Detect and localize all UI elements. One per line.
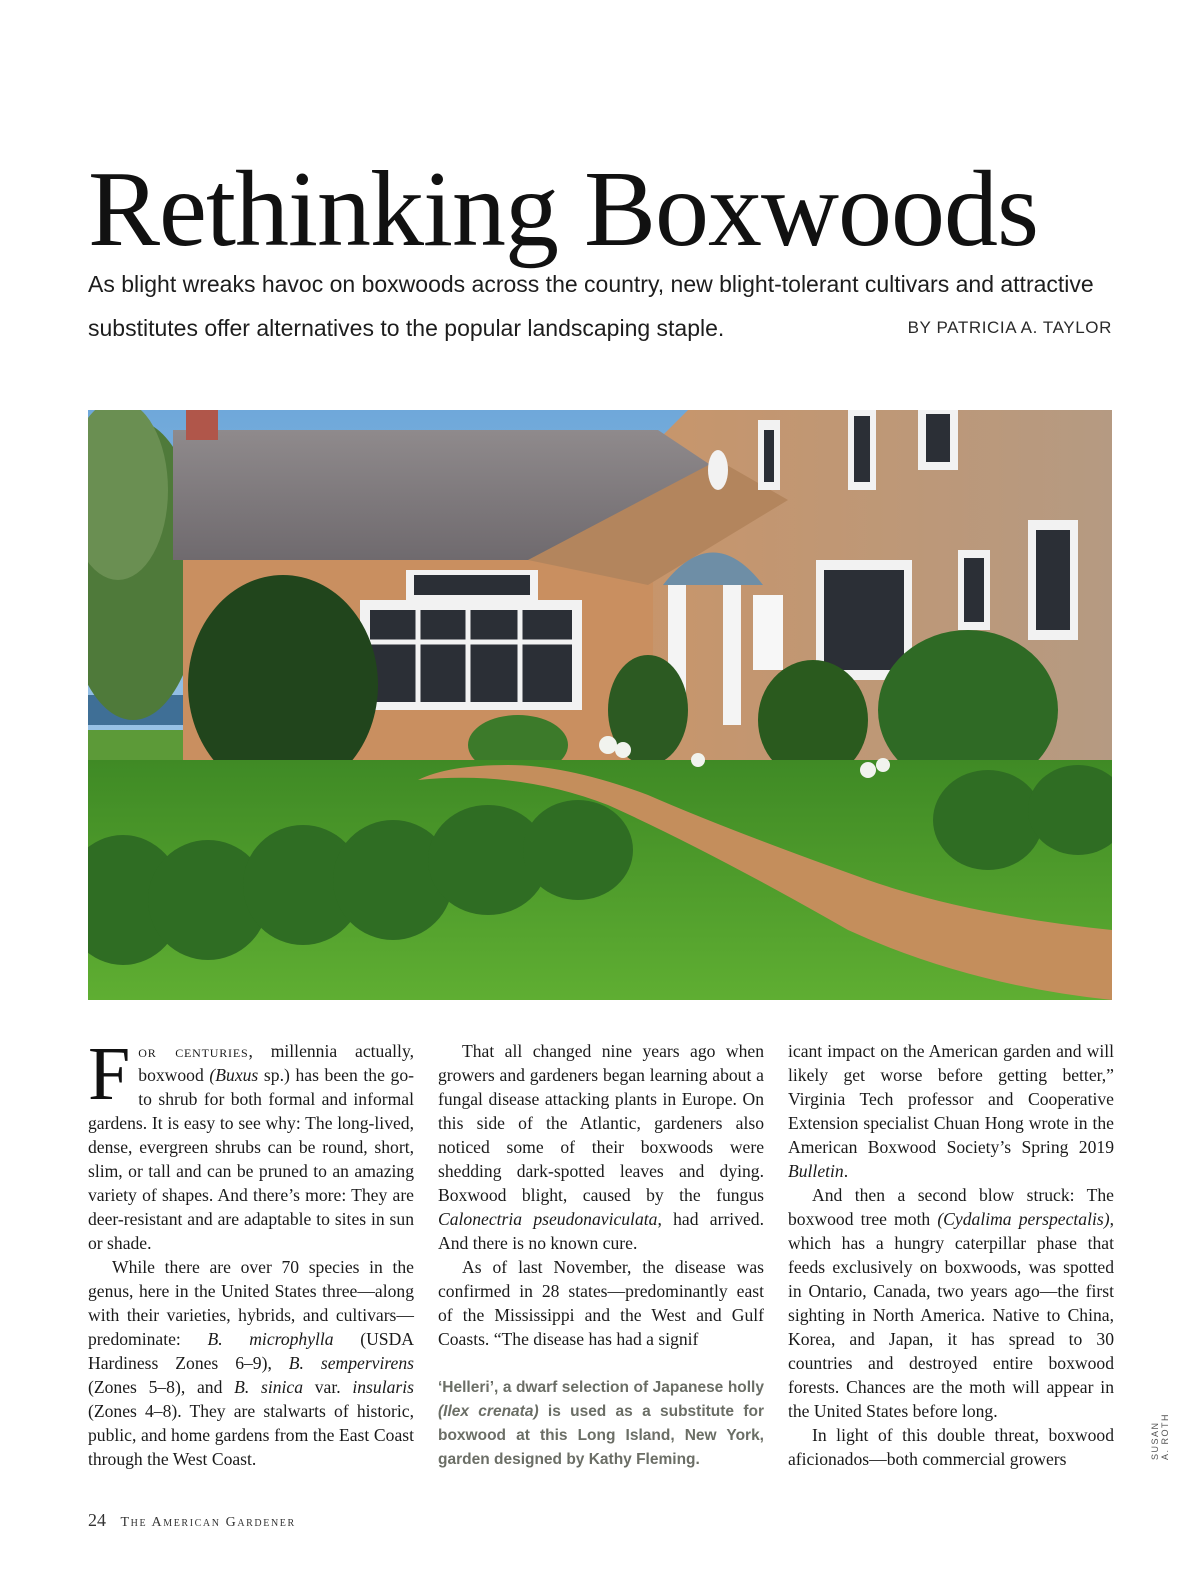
column-2: [438, 1039, 764, 1351]
paragraph-5: And then a second blow struck: The boxwood tree moth (Cydalima perspectalis), which has a hungry caterpillar phase that feeds exclusively on boxwoods, was spotted in Ontario, Canada, two years ago—the first sighting in North America. Native to China, Korea, and Japan, it has spread to 30 countries and destroyed entire boxwood forests. Chances are the moth will appear in the United States before long.: [788, 1185, 1114, 1421]
photo-caption: ‘Helleri’, a dwarf selection of Japanese holly (Ilex crenata) is used as a substitute for boxwood at this Long Island, New York, garden designed by Kathy Fleming.: [438, 1379, 764, 1468]
byline: BY PATRICIA A. TAYLOR: [907, 318, 1112, 337]
article-title: Rethinking Boxwoods: [88, 150, 1039, 270]
paragraph-2: While there are over 70 species in the genus, here in the United States three—along with their varieties, hybrids, and cultivars—predominate: B. microphylla (USDA Hardiness Zones 6–9), B. sempervirens (Zones 5–8), and B. sinica var. insularis (Zones 4–8). They are stalwarts of historic, public, and home gardens from the East Coast through the West Coast.: [88, 1257, 415, 1469]
house-garden-photo: [88, 410, 1112, 1000]
magazine-name: The American Gardener: [120, 1515, 296, 1530]
column-1: [88, 1032, 415, 1471]
drop-cap: F: [88, 1032, 131, 1116]
paragraph-6: In light of this double threat, boxwood aficionados—both commercial growers: [788, 1425, 1114, 1469]
column-3: [788, 1039, 1114, 1471]
page-footer: [88, 1510, 296, 1531]
paragraph-4-continued: icant impact on the American garden and will likely get worse before getting better,” Virginia Tech professor and Cooperative Extension specialist Chuan Hong wrote in the American Boxwood Society’s Spring 2019 Bulletin.: [788, 1041, 1114, 1181]
paragraph-4: As of last November, the disease was confirmed in 28 states—predominantly east of the Mississippi and the West and Gulf Coasts. “The disease has had a signif: [438, 1257, 764, 1349]
paragraph-3: That all changed nine years ago when growers and gardeners began learning about a fungal disease attacking plants in Europe. On this side of the Atlantic, gardeners also noticed some of their boxwoods were shedding dark-spotted leaves and dying. Boxwood blight, caused by the fungus Calonectria pseudonaviculata, had arrived. And there is no known cure.: [438, 1041, 764, 1253]
photo-credit: SUSAN A. ROTH: [1150, 1412, 1170, 1460]
paragraph-1: For centuries, millennia actually, boxwood (Buxus sp.) has been the go-to shrub for both formal and informal gardens. It is easy to see why: The long-lived, dense, evergreen shrubs can be round, short, slim, or tall and can be pruned to an amazing variety of shapes. And there’s more: They are deer-resistant and are adaptable to sites in sun or shade.: [88, 1032, 414, 1253]
article-dek: As blight wreaks havoc on boxwoods across the country, new blight-tolerant cultivars and attractive substitutes offer alternatives to the popular landscaping staple.: [88, 271, 1094, 341]
page-number: 24: [88, 1510, 106, 1530]
